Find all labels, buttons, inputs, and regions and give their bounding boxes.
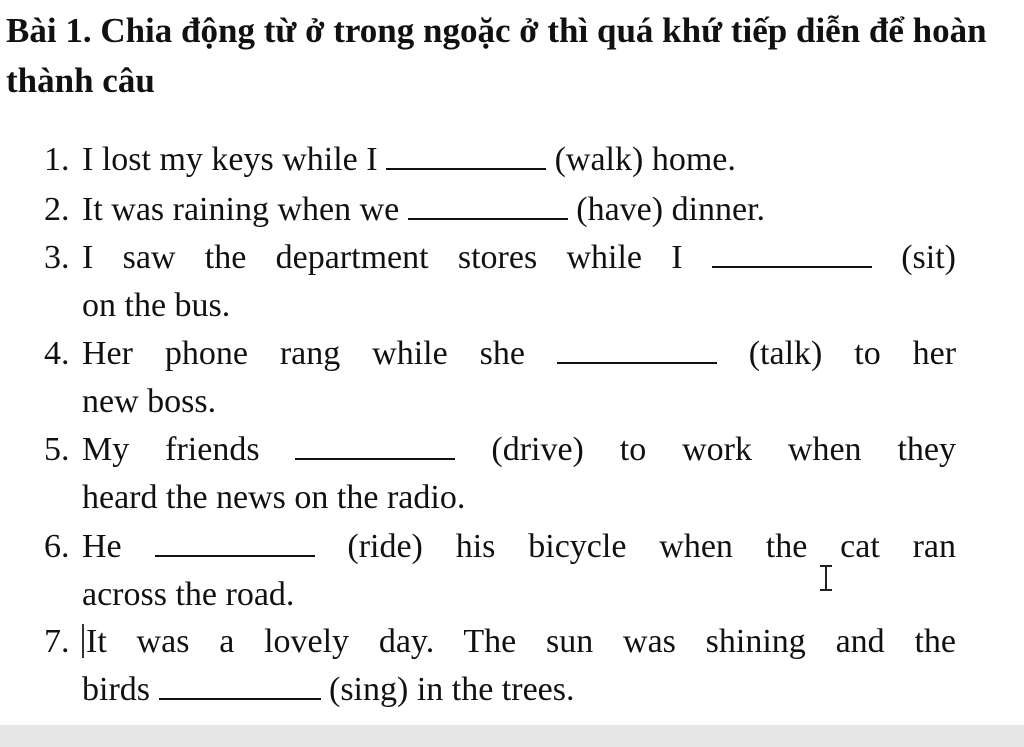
item-number: 6. bbox=[44, 528, 70, 565]
item-text: I saw the department stores while I (sit) bbox=[82, 239, 956, 276]
item-number: 7. bbox=[44, 623, 70, 660]
exercise-title: Bài 1. Chia động từ ở trong ngoặc ở thì quá khứ tiếp diễn để hoàn thành câu bbox=[6, 11, 987, 100]
item-text: My friends (drive) to work when they bbox=[82, 431, 956, 468]
item-number: 5. bbox=[44, 431, 70, 468]
answer-blank[interactable] bbox=[712, 240, 872, 268]
item-text: I lost my keys while I (walk) home. bbox=[82, 141, 736, 178]
answer-blank[interactable] bbox=[159, 672, 321, 700]
item-number: 1. bbox=[44, 141, 70, 178]
item-text: He (ride) his bicycle when the cat ran bbox=[82, 528, 957, 565]
answer-blank[interactable] bbox=[408, 192, 568, 220]
item-text: It was a lovely day. The sun was shining and the bbox=[82, 622, 956, 662]
item-text: It was raining when we (have) dinner. bbox=[82, 191, 766, 228]
item-number: 3. bbox=[44, 239, 70, 276]
item-number: 2. bbox=[44, 191, 70, 228]
answer-blank[interactable] bbox=[295, 432, 455, 460]
i-beam-cursor-icon bbox=[817, 564, 835, 592]
item-text: Her phone rang while she (talk) to her bbox=[82, 335, 957, 372]
text-caret bbox=[82, 624, 84, 658]
answer-blank[interactable] bbox=[386, 142, 546, 170]
answer-blank[interactable] bbox=[155, 529, 315, 557]
bottom-strip bbox=[0, 725, 1024, 747]
answer-blank[interactable] bbox=[557, 336, 717, 364]
item-number: 4. bbox=[44, 335, 70, 372]
